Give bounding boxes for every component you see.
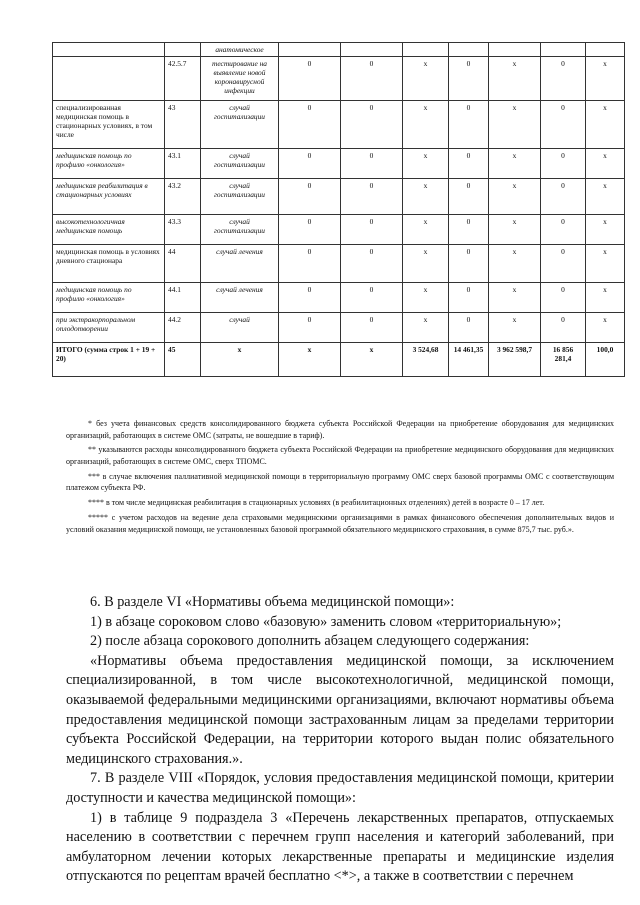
value-cell: 0 [341, 215, 403, 245]
table-row [53, 149, 625, 179]
value-cell: х [586, 57, 625, 101]
row-code-cell: 43 [165, 101, 201, 149]
value-cell: х [489, 149, 541, 179]
paragraph: 1) в абзаце сороковом слово «базовую» заменить словом «территориальную»; [90, 613, 562, 630]
value-cell: 0 [279, 57, 341, 101]
row-unit-cell: х [201, 343, 279, 377]
value-cell: 0 [279, 179, 341, 215]
financing-table [52, 42, 625, 377]
footnote: **** в том числе медицинская реабилитация в стационарных условиях (в реабилитационных отделениях) детей в возрасте 0 – 17 лет. [88, 498, 545, 508]
value-cell: х [403, 215, 449, 245]
value-cell: х [489, 215, 541, 245]
value-cell: 0 [279, 245, 341, 283]
value-cell: х [489, 179, 541, 215]
value-cell: 0 [541, 57, 586, 101]
value-cell: х [586, 101, 625, 149]
footnote: ** указываются расходы консолидированного бюджета субъекта Российской Федерации на приобретение медицинского оборудования для медицинских организаций, работающих в системе ОМС, сверх ТПОМС. [66, 445, 614, 466]
value-cell: х [403, 283, 449, 313]
footnote: *** в случае включения паллиативной медицинской помощи в территориальную программу ОМС сверх базовой программы ОМС с соответствующим платежом субъекта РФ. [66, 471, 614, 493]
value-cell: х [586, 313, 625, 343]
paragraph: 6. В разделе VI «Нормативы объема медицинской помощи»: [90, 594, 455, 610]
value-cell: 0 [541, 101, 586, 149]
value-cell [449, 43, 489, 57]
row-name-cell: ИТОГО (сумма строк 1 + 19 + 20) [53, 343, 165, 377]
value-cell: 0 [449, 149, 489, 179]
table-row [53, 283, 625, 313]
paragraph: «Нормативы объема предоставления медицинской помощи, за исключением специализированной, в том числе высокотехнологичной, медицинской помощи, оказываемой федеральными медицинскими организациями, включают нормативы объема предоставления медицинской помощи застрахованным лицам за пределами территории субъекта Российской Федерации, на территории которого выдан полис обязательного медицинского страхования.». [66, 652, 614, 767]
value-cell: 0 [341, 149, 403, 179]
value-cell: 0 [449, 313, 489, 343]
table-row [53, 179, 625, 215]
value-cell: х [586, 215, 625, 245]
table-row [53, 43, 625, 57]
row-name-cell: при экстракорпоральном оплодотворении [53, 313, 165, 343]
value-cell: 0 [541, 215, 586, 245]
table-row [53, 313, 625, 343]
value-cell: 0 [449, 179, 489, 215]
row-code-cell [165, 43, 201, 57]
value-cell: 0 [449, 57, 489, 101]
value-cell: х [403, 313, 449, 343]
value-cell: х [403, 149, 449, 179]
value-cell: 0 [279, 313, 341, 343]
row-unit-cell: случай госпитализации [201, 101, 279, 149]
value-cell: 0 [341, 101, 403, 149]
value-cell: х [403, 101, 449, 149]
value-cell [586, 43, 625, 57]
value-cell: х [279, 343, 341, 377]
row-name-cell: специализированная медицинская помощь в стационарных условиях, в том числе [53, 101, 165, 149]
value-cell: 0 [341, 57, 403, 101]
value-cell: х [489, 283, 541, 313]
value-cell: 0 [341, 245, 403, 283]
amendment-text [66, 593, 614, 887]
row-code-cell: 44 [165, 245, 201, 283]
value-cell: х [403, 179, 449, 215]
table-row [53, 245, 625, 283]
value-cell: 0 [541, 149, 586, 179]
row-unit-cell: анатомическое [201, 43, 279, 57]
paragraph: 7. В разделе VIII «Порядок, условия предоставления медицинской помощи, критерии доступности и качества медицинской помощи»: [66, 770, 614, 806]
value-cell: 16 856 281,4 [541, 343, 586, 377]
row-code-cell: 43.2 [165, 179, 201, 215]
value-cell [403, 43, 449, 57]
row-name-cell: медицинская реабилитация в стационарных условиях [53, 179, 165, 215]
row-code-cell: 43.1 [165, 149, 201, 179]
value-cell: 0 [279, 215, 341, 245]
value-cell: х [341, 343, 403, 377]
table-row [53, 215, 625, 245]
value-cell: 0 [541, 283, 586, 313]
row-unit-cell: случай лечения [201, 283, 279, 313]
value-cell: х [586, 245, 625, 283]
row-code-cell: 43.3 [165, 215, 201, 245]
value-cell [279, 43, 341, 57]
row-unit-cell: тестирование на выявление новой коронавирусной инфекции [201, 57, 279, 101]
value-cell: 3 524,68 [403, 343, 449, 377]
row-code-cell: 44.2 [165, 313, 201, 343]
value-cell: х [489, 57, 541, 101]
row-unit-cell: случай госпитализации [201, 179, 279, 215]
row-name-cell: высокотехнологичная медицинская помощь [53, 215, 165, 245]
total-row [53, 343, 625, 377]
value-cell: х [403, 57, 449, 101]
value-cell [541, 43, 586, 57]
table-row [53, 101, 625, 149]
value-cell: 0 [541, 313, 586, 343]
value-cell: 0 [449, 215, 489, 245]
value-cell: х [403, 245, 449, 283]
row-unit-cell: случай госпитализации [201, 149, 279, 179]
value-cell: 100,0 [586, 343, 625, 377]
footnotes [66, 418, 614, 538]
value-cell [489, 43, 541, 57]
row-code-cell: 42.5.7 [165, 57, 201, 101]
table-row [53, 57, 625, 101]
value-cell: 0 [449, 245, 489, 283]
value-cell: 0 [341, 313, 403, 343]
value-cell: х [489, 245, 541, 283]
paragraph: 1) в таблице 9 подраздела 3 «Перечень лекарственных препаратов, отпускаемых населению в соответствии с перечнем групп населения и категорий заболеваний, при амбулаторном лечении которых лекарственные препараты и медицинские изделия отпускаются по рецептам врачей бесплатно <*>, а также в соответствии с перечнем [66, 809, 614, 885]
value-cell: х [586, 149, 625, 179]
value-cell: 0 [449, 101, 489, 149]
footnote: * без учета финансовых средств консолидированного бюджета субъекта Российской Федерации на приобретение оборудования для медицинских организаций, работающих в системе ОМС (затраты, не вошедшие в тариф). [66, 419, 614, 440]
value-cell: х [586, 283, 625, 313]
row-code-cell: 44.1 [165, 283, 201, 313]
row-name-cell: медицинская помощь в условиях дневного стационара [53, 245, 165, 283]
row-name-cell [53, 43, 165, 57]
value-cell: 0 [279, 149, 341, 179]
value-cell: 0 [279, 283, 341, 313]
value-cell: 0 [341, 283, 403, 313]
value-cell: х [489, 313, 541, 343]
value-cell: х [489, 101, 541, 149]
row-name-cell: медицинская помощь по профилю «онкология» [53, 149, 165, 179]
footnote: ***** с учетом расходов на ведение дела страховыми медицинскими организациями в рамках финансового обеспечения дополнительных видов и условий оказания медицинской помощи, не установленных базовой программой обязательного медицинского страхования, в сумме 875,7 тыс. руб.». [66, 512, 614, 534]
value-cell [341, 43, 403, 57]
row-name-cell: медицинская помощь по профилю «онкология» [53, 283, 165, 313]
value-cell: 14 461,35 [449, 343, 489, 377]
value-cell: 3 962 598,7 [489, 343, 541, 377]
value-cell: 0 [541, 179, 586, 215]
row-code-cell: 45 [165, 343, 201, 377]
row-unit-cell: случай лечения [201, 245, 279, 283]
value-cell: 0 [449, 283, 489, 313]
value-cell: 0 [341, 179, 403, 215]
paragraph: 2) после абзаца сорокового дополнить абзацем следующего содержания: [90, 633, 530, 650]
row-unit-cell: случай [201, 313, 279, 343]
value-cell: 0 [279, 101, 341, 149]
row-name-cell [53, 57, 165, 101]
row-unit-cell: случай госпитализации [201, 215, 279, 245]
value-cell: х [586, 179, 625, 215]
value-cell: 0 [541, 245, 586, 283]
